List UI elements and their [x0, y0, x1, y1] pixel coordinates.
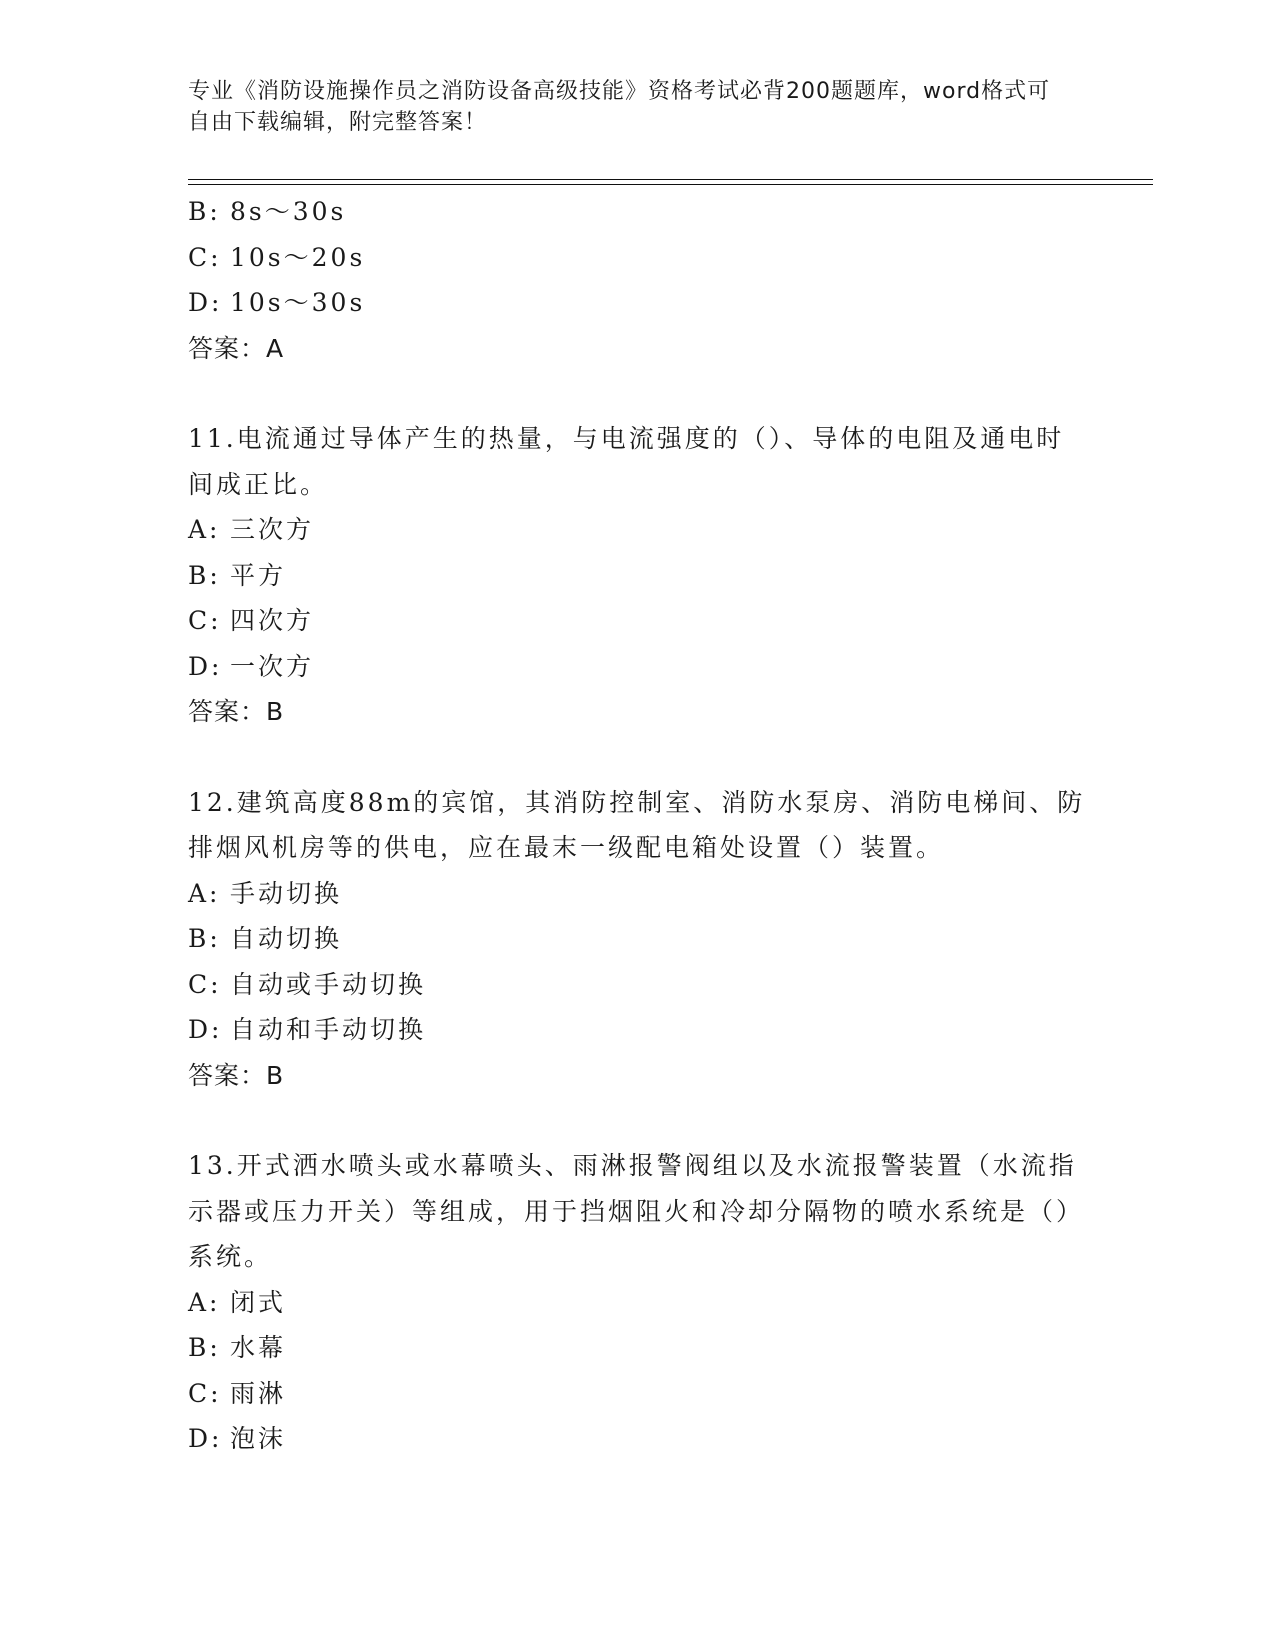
answer-line: 答案：B — [188, 697, 285, 726]
option-key: C: — [188, 1378, 222, 1408]
option-text: 手动切换 — [230, 878, 343, 908]
option-text: 自动和手动切换 — [230, 1015, 427, 1044]
option-key: C: — [188, 606, 222, 635]
option-c — [188, 235, 1088, 281]
option-text: 平方 — [230, 560, 287, 590]
option-key: A: — [188, 515, 221, 544]
option-a — [188, 507, 1088, 553]
answer-line: 答案：B — [188, 1060, 285, 1090]
option-key: D: — [188, 1424, 223, 1453]
option-d — [188, 1007, 1088, 1053]
option-key: B: — [188, 924, 221, 953]
option-key: D: — [188, 651, 223, 681]
option-d — [188, 644, 1088, 690]
option-text: 10s～20s — [230, 242, 366, 272]
question-text: 11.电流通过导体产生的热量，与电流强度的（）、导体的电阻及通电时间成正比。 — [188, 424, 1065, 499]
option-c — [188, 1371, 1088, 1417]
question-text: 13.开式洒水喷头或水幕喷头、雨淋报警阀组以及水流报警装置（水流指示器或压力开关）等组成，用于挡烟阻火和冷却分隔物的喷水系统是（）系统。 — [188, 1151, 1085, 1271]
option-text: 一次方 — [230, 651, 315, 681]
option-a — [188, 1280, 1088, 1326]
question-11 — [188, 416, 1088, 735]
option-text: 自动或手动切换 — [230, 969, 427, 999]
option-key: D: — [188, 288, 223, 317]
option-text: 泡沫 — [230, 1424, 287, 1453]
option-b — [188, 916, 1088, 962]
question-13 — [188, 1143, 1088, 1462]
answer-line: 答案：A — [188, 333, 285, 363]
option-b — [188, 189, 1088, 235]
option-key: C: — [188, 242, 222, 272]
option-c — [188, 598, 1088, 644]
header-rule-bottom — [188, 184, 1153, 185]
option-key: A: — [188, 1287, 221, 1317]
option-d — [188, 280, 1088, 326]
option-text: 四次方 — [230, 606, 315, 635]
question-content — [188, 189, 1088, 1462]
option-text: 10s～30s — [230, 288, 366, 317]
option-text: 自动切换 — [230, 924, 343, 953]
prev-question-tail — [188, 189, 1088, 371]
option-key: B: — [188, 1333, 221, 1362]
option-d — [188, 1416, 1088, 1462]
question-text: 12.建筑高度88m的宾馆，其消防控制室、消防水泵房、消防电梯间、防排烟风机房等的供电，应在最末一级配电箱处设置（）装置。 — [188, 787, 1086, 862]
question-12 — [188, 780, 1088, 1099]
option-text: 雨淋 — [230, 1378, 287, 1408]
header-rule-top — [188, 179, 1153, 180]
option-b — [188, 553, 1088, 599]
option-text: 闭式 — [230, 1287, 287, 1317]
option-key: C: — [188, 969, 222, 999]
document-header: 专业《消防设施操作员之消防设备高级技能》资格考试必背200题题库，word格式可自由下载编辑，附完整答案！ — [188, 79, 1051, 135]
option-text: 8s～30s — [230, 197, 347, 226]
option-key: D: — [188, 1015, 223, 1044]
option-text: 水幕 — [230, 1333, 287, 1362]
option-b — [188, 1325, 1088, 1371]
option-text: 三次方 — [230, 515, 315, 544]
option-key: B: — [188, 197, 221, 226]
option-c — [188, 962, 1088, 1008]
option-a — [188, 871, 1088, 917]
option-key: A: — [188, 878, 221, 908]
option-key: B: — [188, 560, 221, 590]
